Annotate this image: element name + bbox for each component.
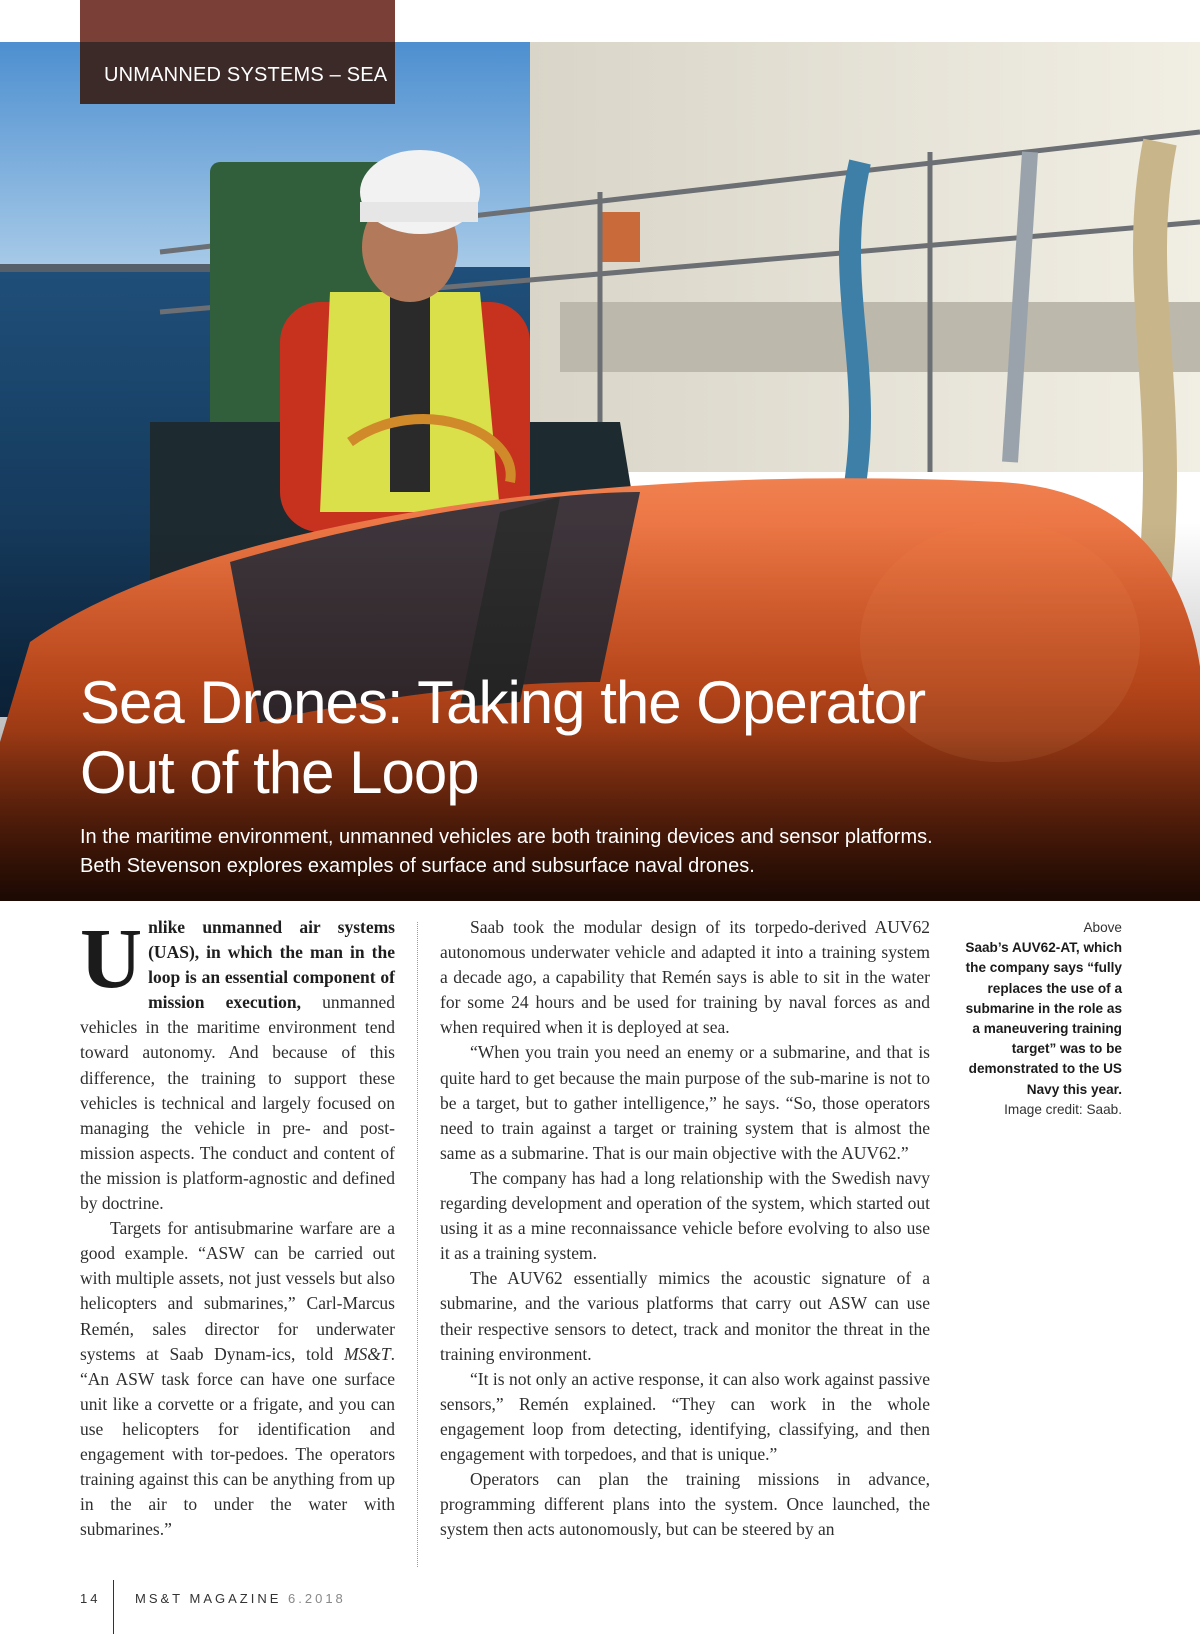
- paragraph: The AUV62 essentially mimics the acoustic signature of a submarine, and the various platforms that carry out ASW can use their respective sensors to detect, track and monitor the threat in the training environment.: [440, 1268, 930, 1364]
- footer-magazine: [135, 1591, 346, 1606]
- caption-text: Saab’s AUV62-AT, which the company says “fully replaces the use of a submarine in the role as a maneuvering training target” was to be demonstrated to the US Navy this year.: [965, 940, 1122, 1097]
- author-name: Beth Stevenson: [80, 855, 222, 877]
- paragraph: Operators can plan the training missions in advance, programming different plans into the system. Once launched, the system then acts autonomously, but can be steered by an: [440, 1469, 930, 1540]
- ship-fitting: [600, 212, 640, 262]
- standfirst-line-2: explores examples of surface and subsurface naval drones.: [221, 855, 755, 877]
- paragraph: Saab took the modular design of its torpedo-derived AUV62 autonomous underwater vehicle and adapted it into a training system a decade ago, a capability that Remén says is able to sit in the water for some 24 hours and be used for training by naval forces as and when required when it is deployed at sea.: [440, 917, 930, 1038]
- image-credit: Image credit: Saab.: [1004, 1101, 1122, 1117]
- lead-bold-text: nlike unmanned air systems (UAS), in which the man in the loop is an essential component of mission execution,: [148, 917, 395, 1013]
- photo-caption: [960, 918, 1122, 1120]
- lead-paragraph: [80, 910, 395, 1216]
- article-headline: [80, 668, 1080, 808]
- headline-line-1: Sea Drones: Taking the Operator: [80, 669, 926, 736]
- headline-line-2: Out of the Loop: [80, 739, 479, 806]
- body-column-1: [80, 910, 395, 1542]
- column-divider: [417, 922, 418, 1567]
- body-column-2: [440, 915, 930, 1542]
- section-tag: [80, 0, 395, 104]
- standfirst-line-1: In the maritime environment, unmanned vehicles are both training devices and sensor platforms.: [80, 826, 933, 848]
- paragraph-asw: [80, 1216, 395, 1542]
- magazine-name: MS&T MAGAZINE: [135, 1591, 282, 1606]
- ship-deck-panel: [560, 302, 1200, 372]
- paragraph-asw-text-1: Targets for antisubmarine warfare are a good example. “ASW can be carried out with multiple assets, not just vessels but also helicopters and submarines,” Carl-Marcus Remén, sales director for underwater systems at Saab Dynam-ics, told: [80, 1218, 395, 1364]
- publication-name: MS&T: [343, 1343, 391, 1364]
- paragraph-asw-text-2: . “An ASW task force can have one surface unit like a corvette or a frigate, and you can use helicopters for identification and engagement with tor-pedoes. The operators training against this can be anything from up in the air to under the water with submarines.”: [80, 1343, 395, 1540]
- blue-rope: [850, 162, 860, 512]
- footer-divider: [113, 1580, 114, 1634]
- paragraph: “It is not only an active response, it can also work against passive sensors,” Remén explained. “They can work in the whole engagement loop from detecting, identifying, classifying, and then engagement with torpedoes, and that is unique.”: [440, 1368, 930, 1464]
- lead-text: unmanned vehicles in the maritime environment tend toward autonomy. And because of this difference, the training to support these vehicles is technical and largely focused on managing the vehicle in pre- and post-mission aspects. The conduct and content of the mission is platform-agnostic and defined by doctrine.: [80, 992, 395, 1214]
- caption-label: Above: [1083, 920, 1122, 935]
- paragraph: The company has had a long relationship with the Swedish navy regarding development and operation of the system, which started out using it as a mine reconnaissance vehicle before evolving to also use it as a training system.: [440, 1167, 930, 1264]
- issue-date: 6.2018: [288, 1591, 346, 1606]
- page-number: 14: [80, 1591, 101, 1606]
- drop-cap: U: [80, 910, 143, 1006]
- paragraph: “When you train you need an enemy or a submarine, and that is quite hard to get because the main purpose of the sub-marine is not to be a target, but to gather intelligence,” he says. “So, those operators need to train against a target or training system that is almost the same as a submarine. That is our main objective with the AUV62.”: [440, 1042, 930, 1163]
- section-tag-label: UNMANNED SYSTEMS – SEA: [104, 64, 388, 86]
- standfirst: [80, 823, 1140, 881]
